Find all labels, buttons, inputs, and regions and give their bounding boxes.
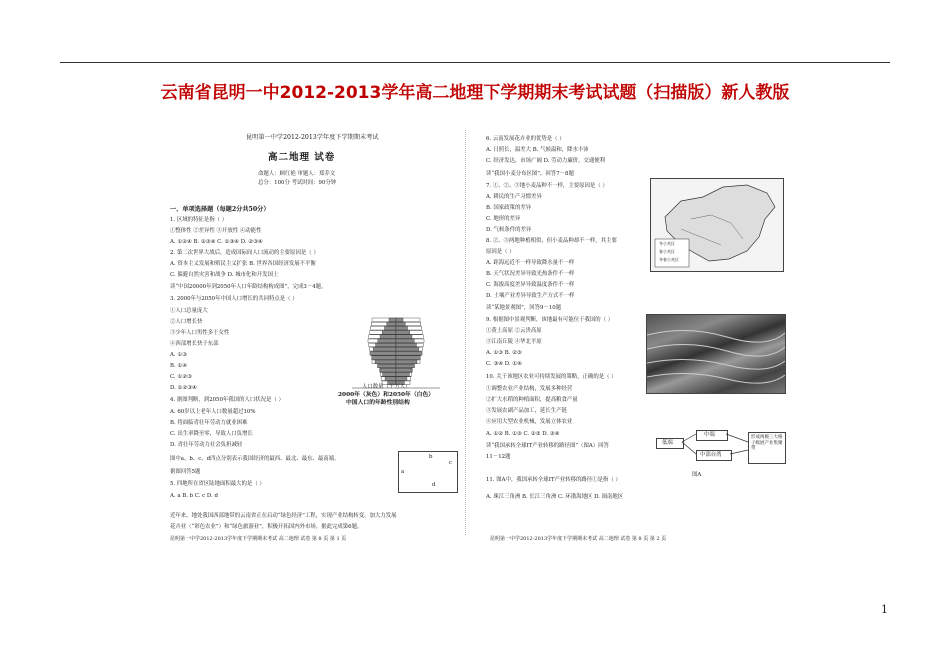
pyramid-bar-male [372,356,396,360]
pyramid-bar-female [396,343,416,347]
scanned-exam [164,126,788,546]
question-line: 5. 四地所在省区陆地面积最大的是（ ） [170,481,265,487]
pyramid-axis-label: 人口数量（千万人） [362,384,411,390]
pyramid-caption-2: 中国人口的年龄性别结构 [346,400,410,406]
flow-node-result: 形成两极三大格子级展产业集聚带 [748,432,786,464]
left-column [170,126,460,546]
question-line: A. ①② B. ①③ C. ②③ D. ③④ [486,431,560,437]
question-line: 读“我国小麦分布区图”，回答7－8题 [486,171,574,177]
pyramid-bar-female [396,364,414,368]
question-line: 9. 根据图中景观判断，该地最有可能位于我国的（ ） [486,317,614,323]
question-line: A. 60岁以上老年人口数量超过10% [170,409,256,415]
question-line: C. 海拔高度差异导致温度条件不一样 [486,282,575,288]
legend-item: 冬春小麦区 [659,257,679,262]
pyramid-bar-female [396,360,417,364]
question-line: A. ①②④ B. ②③④ C. ①③④ D. ②③④ [170,239,263,245]
question-line: C. 地形的差异 [486,216,521,222]
question-line: ①整体性 ②差异性 ③开放性 ④动能性 [170,228,262,234]
map-point-a: a [401,469,405,475]
question-line: B. ①④ [170,363,188,369]
question-line: 6. 云南发展花卉业的优势是（ ） [486,136,565,142]
question-line: B. 天气状况差异导致光热条件不一样 [486,271,575,277]
pyramid-bar-male [370,352,396,356]
wheat-distribution-map [650,178,784,272]
pyramid-bar-male [380,368,396,372]
question-line: ①黄土高原 ②云贵高原 [486,328,542,334]
question-line: C. 出生率降至零，导致人口负增长 [170,431,253,437]
question-line: C. 经济发达，市场广阔 D. 劳动力廉价，交通便利 [486,158,606,164]
pyramid-bar-female [396,318,403,322]
pyramid-bar-male [378,364,396,368]
map-point-b: b [429,454,433,460]
question-line: 近年来，地处我国西部地带的云南省正在启动“绿色经济”工程，实现产业结构转变。加大力发展 [170,513,397,519]
question-line: C. ③④ D. ①④ [486,361,522,367]
question-line: A. 耕民的生产习惯差异 [486,194,542,200]
pyramid-bar-male [373,347,396,351]
pyramid-bar-male [380,335,396,339]
pyramid-bar-male [389,318,396,322]
legend-item: 春小麦区 [659,249,675,254]
map-point-d: d [432,482,436,488]
pyramid-bar-male [375,360,396,364]
footer-left: 昆明第一中学2012-2013学年度下学期期末考试 高二地理 试卷 第 8 页 第 1 页 [170,536,347,542]
question-line: ③少年人口男性多于女性 [170,330,230,336]
legend-item: 冬小麦区 [659,241,675,246]
question-line: A. 距海远近不一样导致降水量不一样 [486,260,575,266]
pyramid-bar-male [387,322,396,326]
flow-node-low: 低端 [656,438,684,449]
pyramid-bar-female [396,373,409,377]
pyramid-bar-male [385,326,396,330]
question-line: ③江南丘陵 ④华北平原 [486,339,542,345]
pyramid-bar-male [383,373,396,377]
question-line: 据图回答5题 [170,469,201,475]
pyramid-bar-female [396,352,422,356]
question-line: ②扩大水稻的种植面积，提高粮食产量 [486,397,578,403]
question-line: ②人口增长快 [170,319,203,325]
question-line: 4. 据图判断，到2050年我国的人口状况是（ ） [170,397,284,403]
pyramid-bar-male [378,339,396,343]
pyramid-bar-female [396,322,405,326]
flow-node-taiwan: 中部台湾 [696,450,732,461]
question-line: 花卉业（“彩色农业”）和“绿色旅游业”，积极开拓国内外市场。据此完成第6题。 [170,524,363,530]
pyramid-bar-female [396,347,419,351]
pyramid-bar-female [396,368,412,372]
footer-right: 昆明第一中学2012-2013学年度下学期期末考试 高二地理 试卷 第 8 页 第 2 页 [490,536,667,542]
exam-info: 总分：100分 考试时间：90分钟 [258,180,337,186]
pyramid-bar-male [376,343,396,347]
section-heading: 一、单项选择题（每题2分共50分） [170,206,270,213]
page-number: 1 [881,603,888,616]
header-rule [60,62,890,63]
question-line: 3. 2000年与2050年中国人口增长的共同特点是（ ） [170,296,298,302]
pyramid-caption-1: 2000年（灰色）和2050年（白色） [338,392,435,398]
terrace-landscape-photo [646,314,786,394]
question-line: D. 青壮年劳动力社会负担减轻 [170,442,243,448]
question-line: 7. ①、②、③地小麦品种不一样，主要原因是（ ） [486,183,608,189]
question-line: D. 土壤产业差异导致生产方式不一样 [486,293,575,299]
question-line: 8. ②、③两地种植相似，但小麦品种却不一样，其主要 [486,238,617,244]
question-line: 1. 区域的特征是指（ ） [170,217,228,223]
pyramid-bar-female [396,326,407,330]
question-line: 2. 第二次世界大战后，造成国际间人口流动的主要原因是（ ） [170,250,319,256]
question-line: C. ①②③ [170,374,192,380]
question-line: A. ①③ [170,352,187,358]
pyramid-bar-female [396,377,407,381]
pyramid-bar-male [385,377,396,381]
question-line: A. a B. b C. c D. d [170,493,218,499]
exam-authors: 命题人：顾红艳 审题人：郑乔文 [258,171,336,177]
question-line: 读“某地景观图”，回答9－10题 [486,305,562,311]
question-line: 原因是（ ） [486,249,515,255]
question-line: ①人口总量庞大 [170,308,208,314]
question-line: ④西部增长快于东部 [170,341,219,347]
map-point-c: c [449,460,453,466]
question-line: 11－12题 [486,454,511,460]
pyramid-bar-female [396,331,410,335]
question-line: 11. 图A中，我国承转全球IT产业转移的路径①是指（ ） [486,477,621,483]
question-line: 图中a、b、c、d四点分别表示我国经济的最西、最北、最东、最南端。 [170,456,340,462]
exam-header: 昆明第一中学2012-2013学年度下学期期末考试 [246,134,379,141]
question-line: A. ①③ B. ②③ [486,350,522,356]
flow-figure-label: 图A [692,472,702,478]
question-line: ④应用大型农业机械，发展立体农业 [486,419,573,425]
column-divider [465,130,466,535]
question-line: B. 国家政策的差异 [486,205,532,211]
question-line: A. 资本主义发展和殖民主义扩张 B. 世界各国经济发展不平衡 [170,261,316,267]
flow-arrows-icon [682,426,752,466]
question-line: A. 日照长，温差大 B. 气候温和，降水丰沛 [486,147,589,153]
question-line: 10. 关于该地区农业可持续发展的策略，正确的是（ ） [486,374,617,380]
page-title: 云南省昆明一中2012-2013学年高二地理下学期期末考试试题（扫描版）新人教版 [160,83,790,103]
question-line: ①调整农业产业结构，发展多种经营 [486,386,573,392]
question-line: D. ①②③④ [170,385,197,391]
question-line: 读“中国20000年到2050年人口年龄结构构成图”，完成3－4题。 [170,284,327,290]
question-line: A. 珠江三角洲 B. 长江三角洲 C. 环渤海地区 D. 闽南地区 [486,494,624,500]
question-line: B. 将面临青壮年劳动力就业困难 [170,420,248,426]
question-line: ③发展农副产品加工，延长生产链 [486,408,567,414]
question-line: C. 躲避自然灾害和战争 D. 城市化和开发国土 [170,272,279,278]
right-column [486,126,786,546]
flow-node-mid: 中端 [696,430,728,441]
terrace-lines-icon [647,315,785,393]
pyramid-bar-female [396,335,412,339]
china-extreme-points-map [398,451,458,493]
pyramid-bar-female [396,339,414,343]
exam-subject: 高二地理 试卷 [268,152,336,163]
pyramid-bar-female [396,356,420,360]
question-line: 读“我国承转全球IT产业转移的路径图”（图A）回答 [486,443,609,449]
pyramid-bar-male [382,331,396,335]
question-line: D. 气候条件的差异 [486,227,532,233]
